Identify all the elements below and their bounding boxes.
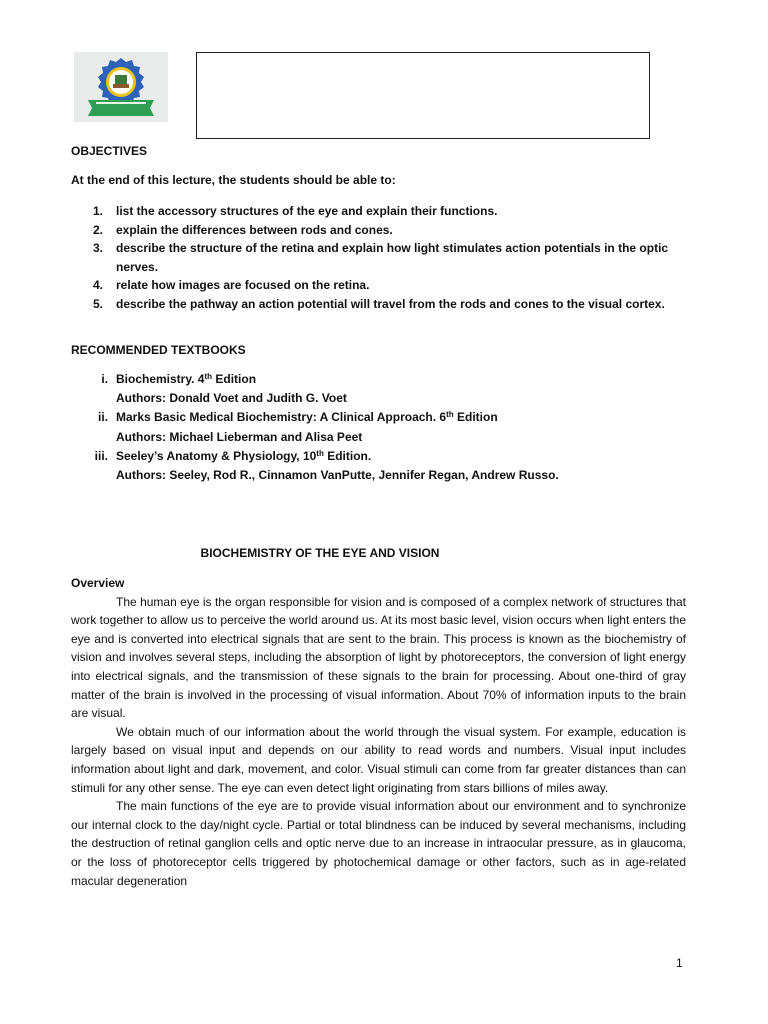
objective-item xyxy=(71,295,691,314)
page-number: 1 xyxy=(676,956,683,970)
textbook-title-text: Marks Basic Medical Biochemistry: A Clinical Approach. 6 xyxy=(116,410,447,425)
overview-section xyxy=(71,574,686,890)
textbook-edition: Edition xyxy=(453,410,498,425)
objective-number: 1. xyxy=(93,204,104,218)
textbooks-heading: RECOMMENDED TEXTBOOKS xyxy=(71,343,246,357)
objectives-list xyxy=(71,202,691,313)
textbook-number: i. xyxy=(101,372,108,386)
ordinal-suffix: th xyxy=(204,372,213,381)
ordinal-suffix: th xyxy=(316,448,324,458)
objective-number: 3. xyxy=(93,241,104,255)
objective-number: 5. xyxy=(93,296,104,311)
objective-number: 4. xyxy=(93,278,104,292)
textbook-title-text: Seeley’s Anatomy & Physiology, 10 xyxy=(116,448,317,463)
textbook-title xyxy=(116,372,256,386)
textbook-edition: Edition xyxy=(212,372,257,386)
title-box xyxy=(196,52,650,139)
objective-text: explain the differences between rods and cones. xyxy=(116,222,393,237)
objective-item xyxy=(71,221,691,240)
textbook-title-text: Biochemistry. 4 xyxy=(116,372,205,386)
objective-text: list the accessory structures of the eye and explain their functions. xyxy=(116,204,498,218)
textbook-item xyxy=(71,447,691,466)
textbooks-list xyxy=(71,370,691,485)
paragraph: The main functions of the eye are to provide visual information about our environment and to synchronize our internal clock to the day/night cycle. Partial or total blindness can be induced by several mechanisms, including the destruction of retinal ganglion cells and optic nerve due to an increase in intraocular pressure, as in glaucoma, or the loss of photoreceptor cells triggered by photochemical damage or other factors, such as in age-related macular degeneration xyxy=(71,799,686,888)
objective-item xyxy=(71,276,691,295)
overview-heading: Overview xyxy=(71,576,125,590)
seal-graphic xyxy=(74,52,168,122)
paragraph: We obtain much of our information about the world through the visual system. For example, education is largely based on visual input and depends on our ability to read words and numbers. Visual input includes information about light and dark, movement, and color. Visual stimuli can come from far greater distances than can stimuli for any other sense. The eye can even detect light originating from stars billions of miles away. xyxy=(71,724,686,795)
objective-item xyxy=(71,239,691,276)
textbook-authors: Authors: Donald Voet and Judith G. Voet xyxy=(116,391,347,406)
textbook-number: iii. xyxy=(94,448,108,463)
textbook-number: ii. xyxy=(97,410,108,425)
textbook-authors: Authors: Michael Lieberman and Alisa Peet xyxy=(116,429,363,444)
section-title: BIOCHEMISTRY OF THE EYE AND VISION xyxy=(200,546,440,560)
objective-text: describe the structure of the retina and explain how light stimulates action potentials in the optic nerves. xyxy=(116,241,669,274)
objective-item xyxy=(71,202,691,221)
textbook-item xyxy=(71,408,691,427)
ordinal-suffix: th xyxy=(446,410,454,420)
textbook-authors: Authors: Seeley, Rod R., Cinnamon VanPutte, Jennifer Regan, Andrew Russo. xyxy=(116,468,559,483)
textbook-edition: Edition. xyxy=(323,448,372,463)
objective-text: relate how images are focused on the retina. xyxy=(116,278,370,292)
objectives-heading: OBJECTIVES xyxy=(71,144,148,158)
paragraph: The human eye is the organ responsible for vision and is composed of a complex network of structures that work together to allow us to perceive the world around us. At its most basic level, vision occurs when light enters the eye and is converted into electrical signals that are sent to the brain. This process is known as the biochemistry of vision and involves several steps, including the absorption of light by photoreceptors, the conversion of light energy into electrical signals, and the transmission of these signals to the brain for processing. About one-third of gray matter of the brain is involved in the processing of visual information. About 70% of information inputs to the brain are visual. xyxy=(71,594,686,721)
textbook-item xyxy=(71,370,691,389)
textbook-title xyxy=(116,449,371,463)
university-seal-logo xyxy=(74,52,168,122)
objectives-intro: At the end of this lecture, the students should be able to: xyxy=(71,173,396,187)
objective-text: describe the pathway an action potential will travel from the rods and cones to the visual cortex. xyxy=(116,296,665,311)
textbook-title xyxy=(116,410,498,424)
objective-number: 2. xyxy=(93,222,104,237)
